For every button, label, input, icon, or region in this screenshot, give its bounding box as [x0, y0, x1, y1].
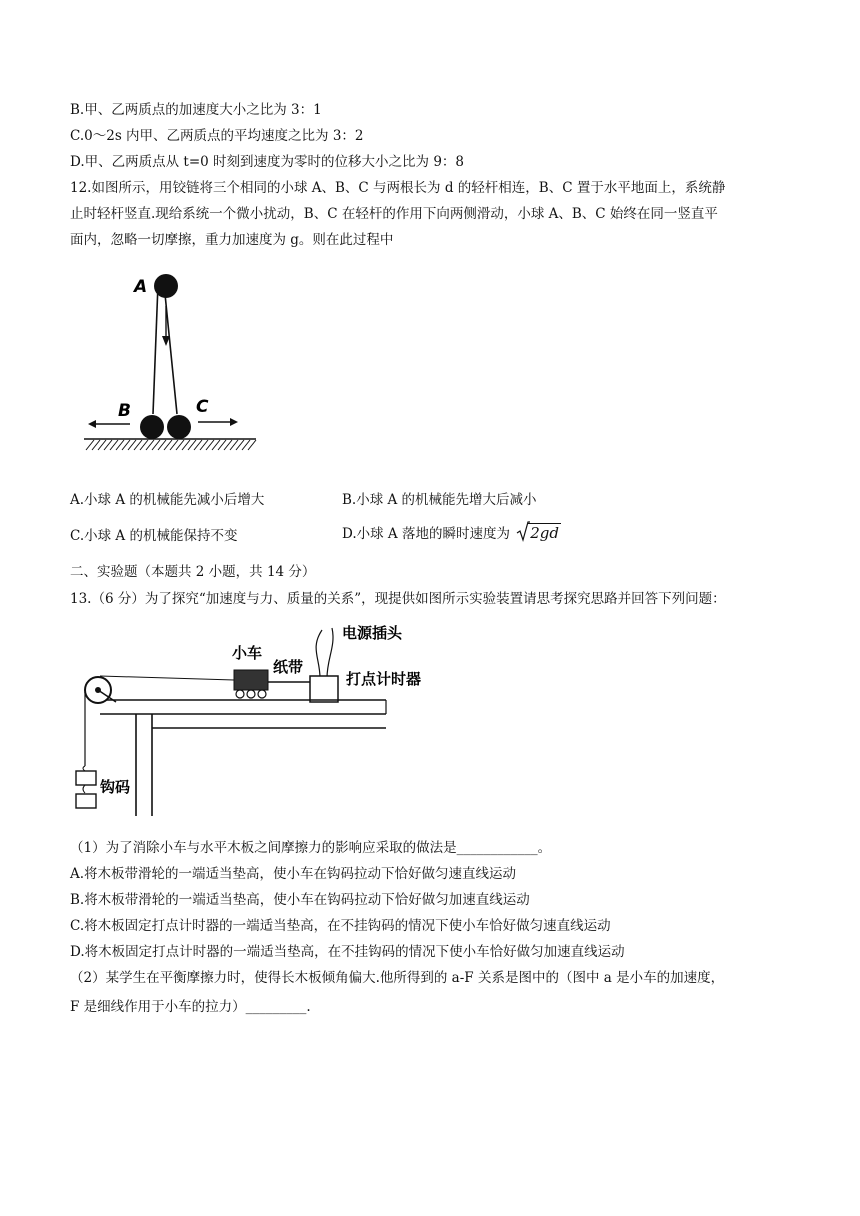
label-hook-weight: 钩码: [100, 778, 131, 796]
q13-figure: [70, 618, 460, 822]
label-a: A: [134, 277, 148, 297]
label-c: C: [196, 397, 209, 417]
ball-c: [167, 415, 191, 439]
q12-option-d: [342, 522, 561, 542]
label-tape: 纸带: [273, 658, 304, 676]
ball-b: [140, 415, 164, 439]
q13-sub1-option-c: C.将木板固定打点计时器的一端适当垫高，在不挂钩码的情况下使小车恰好做匀速直线运动: [70, 918, 611, 934]
q12-stem-line3: 面内，忽略一切摩擦，重力加速度为 g。则在此过程中: [70, 232, 394, 248]
label-power-plug: 电源插头: [342, 624, 403, 642]
label-timer: 打点计时器: [346, 670, 422, 688]
q13-sub2-line1: （2）某学生在平衡摩擦力时，使得长木板倾角偏大.他所得到的 a-F 关系是图中的（图中 a 是小车的加速度，: [70, 970, 725, 986]
q11-option-b: B.甲、乙两质点的加速度大小之比为 3：1: [70, 102, 322, 118]
sqrt-radicand: 2gd: [530, 524, 560, 542]
section-2-heading: 二、实验题（本题共 2 小题，共 14 分）: [70, 564, 316, 580]
q13-sub1-option-a: A.将木板带滑轮的一端适当垫高，使小车在钩码拉动下恰好做匀速直线运动: [70, 866, 517, 882]
sqrt-expression: [516, 524, 561, 542]
ball-a: [154, 274, 178, 298]
q12-stem-line2: 止时轻杆竖直.现给系统一个微小扰动，B、C 在轻杆的作用下向两侧滑动，小球 A、B、C 始终在同一竖直平: [70, 206, 718, 222]
cart: [234, 670, 268, 690]
q12-stem-line1: 12.如图所示，用铰链将三个相同的小球 A、B、C 与两根长为 d 的轻杆相连，B、C 置于水平地面上，系统静: [70, 180, 726, 196]
label-cart: 小车: [232, 644, 263, 662]
q11-option-d: D.甲、乙两质点从 t=0 时刻到速度为零时的位移大小之比为 9：8: [70, 154, 465, 170]
q12-option-c: C.小球 A 的机械能保持不变: [70, 528, 238, 544]
q13-sub2-line2: F 是细线作用于小车的拉力）_________.: [70, 999, 311, 1015]
q13-sub1-option-d: D.将木板固定打点计时器的一端适当垫高，在不挂钩码的情况下使小车恰好做匀加速直线运动: [70, 944, 625, 960]
q13-stem: 13.（6 分）为了探究“加速度与力、质量的关系”，现提供如图所示实验装置请思考探究思路并回答下列问题：: [70, 591, 726, 607]
q13-sub1-prompt: （1）为了消除小车与水平木板之间摩擦力的影响应采取的做法是____________。: [70, 840, 552, 856]
q12-figure: [80, 266, 260, 466]
hook-weight-2: [76, 794, 96, 808]
timer-box: [310, 676, 338, 702]
q13-sub1-option-b: B.将木板带滑轮的一端适当垫高，使小车在钩码拉动下恰好做匀加速直线运动: [70, 892, 530, 908]
q12-option-b: B.小球 A 的机械能先增大后减小: [342, 492, 537, 508]
hook-weight-1: [76, 771, 96, 785]
q11-option-c: C.0～2s 内甲、乙两质点的平均速度之比为 3：2: [70, 128, 364, 144]
q12-option-d-text: D.小球 A 落地的瞬时速度为: [342, 526, 510, 542]
label-b: B: [118, 401, 131, 421]
q12-option-a: A.小球 A 的机械能先减小后增大: [70, 492, 265, 508]
